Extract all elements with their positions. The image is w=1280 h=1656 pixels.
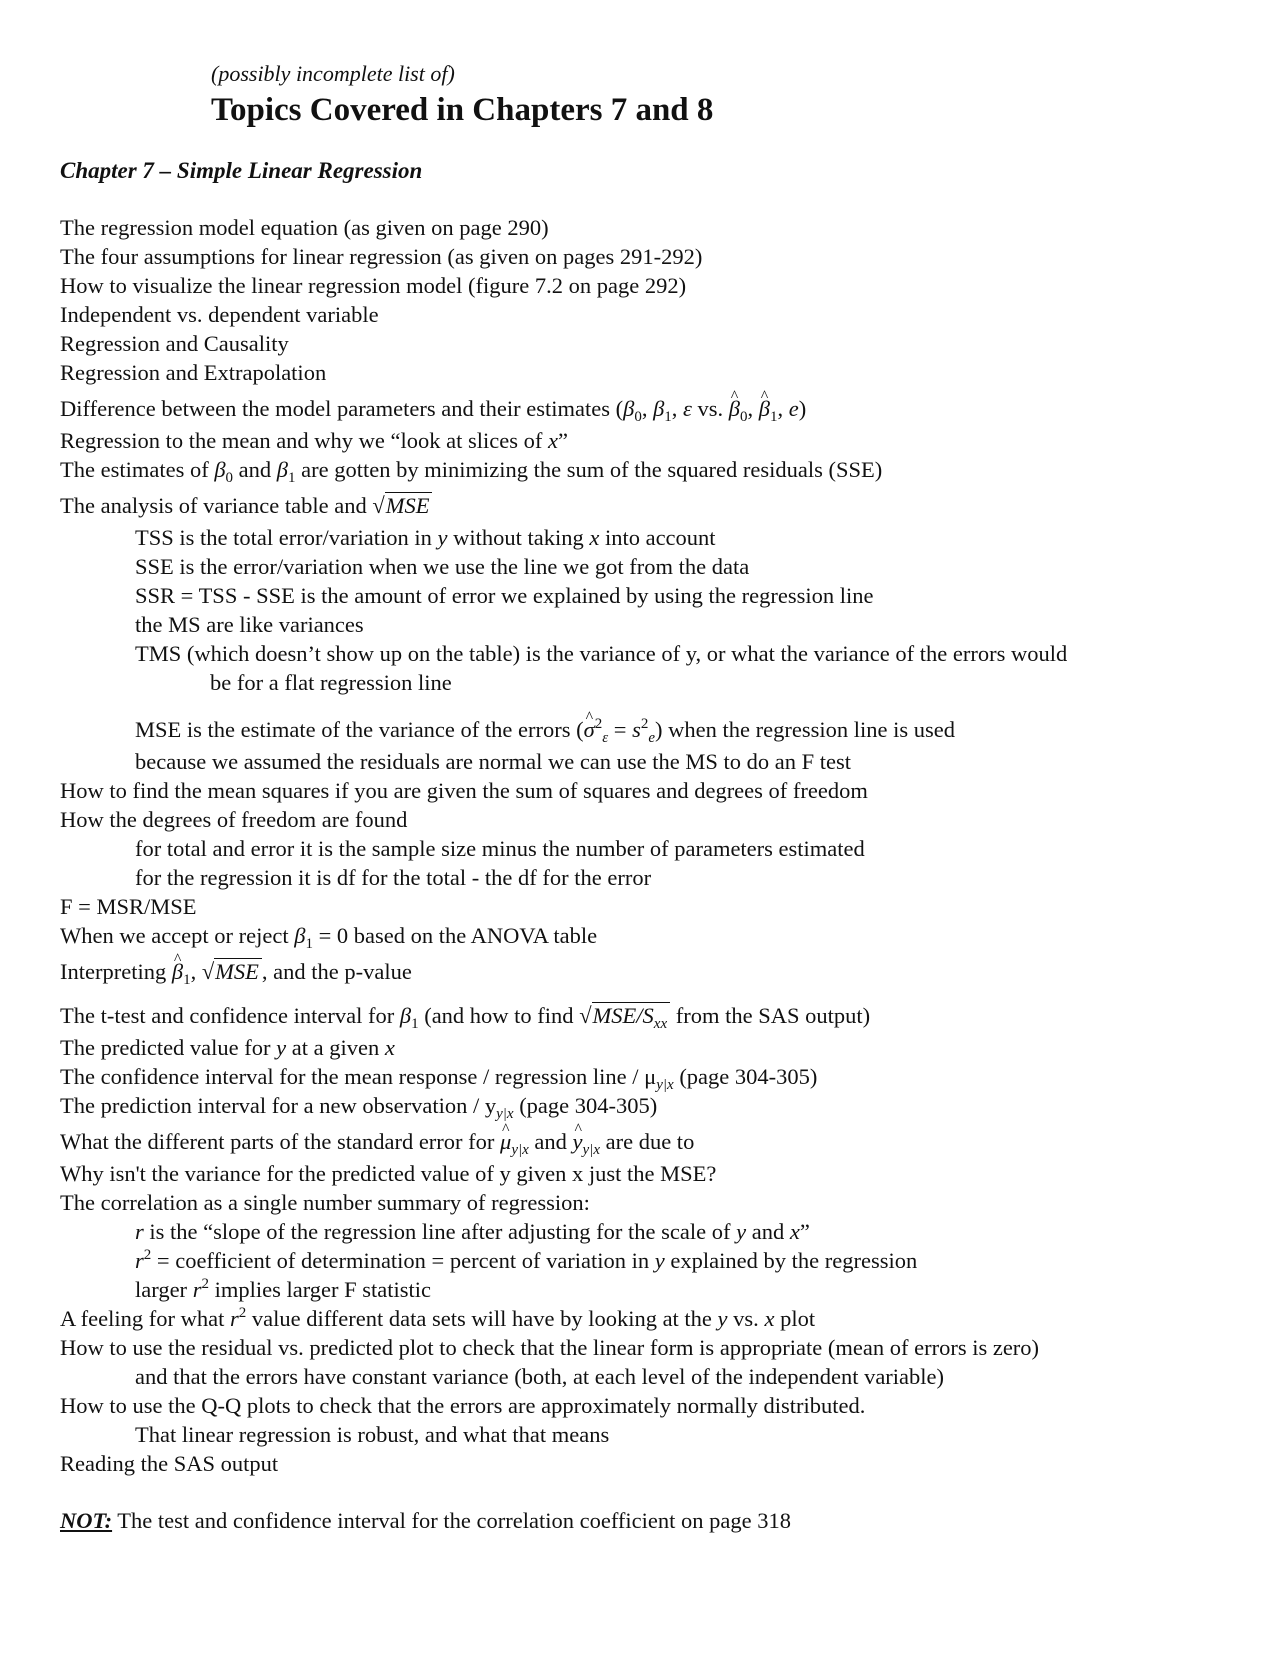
topic-line: What the different parts of the standard error for ^ $\mu_{y|x}$ and ^ $y_{y|x}$ are due to <box>60 1125 1240 1159</box>
topic-line: because we assumed the residuals are normal we can use the MS to do an F test <box>135 749 852 774</box>
sqrt-mse: √MSE <box>372 492 432 518</box>
topic-line: Why isn't the variance for the predicted value of y given x just the MSE? <box>60 1161 717 1186</box>
topic-line: How to use the residual vs. predicted plot to check that the linear form is appropriate (mean of errors is zero) <box>60 1335 1040 1360</box>
topic-line: A feeling for what $r^2$ value different data sets will have by looking at the y vs. x plot <box>60 1305 816 1331</box>
topic-line: be for a flat regression line <box>210 670 452 695</box>
topic-line: Difference between the model parameters and their estimates ($\beta_0$, $\beta_1$, ε vs. ^ $\beta_0$, ^ $\beta_1$, e) <box>60 392 1240 426</box>
topic-line: How the degrees of freedom are found <box>60 807 408 832</box>
sqrt-mse-over-sxx: $√MSE/S_{xx}$ <box>579 1002 670 1028</box>
topic-line: $r^2$ = coefficient of determination = percent of variation in y explained by the regression <box>135 1247 918 1273</box>
topic-line: TMS (which doesn’t show up on the table) is the variance of y, or what the variance of the errors would <box>135 641 1068 666</box>
topic-line: TSS is the total error/variation in y without taking x into account <box>135 525 716 550</box>
document-subtitle: (possibly incomplete list of) <box>211 61 455 86</box>
topic-line: When we accept or reject $\beta_1 = 0$ based on the ANOVA table <box>60 923 598 952</box>
topic-line: Reading the SAS output <box>60 1451 279 1476</box>
topic-line: SSE is the error/variation when we use the line we got from the data <box>135 554 750 579</box>
topic-line: The analysis of variance table and √MSE <box>60 489 1240 523</box>
topic-line: How to find the mean squares if you are given the sum of squares and degrees of freedom <box>60 778 868 803</box>
topic-line: How to visualize the linear regression model (figure 7.2 on page 292) <box>60 273 687 298</box>
topic-line: MSE is the estimate of the variance of the errors (^ $\sigma^2_\varepsilon = s^2_e$) when the regression line is used <box>60 713 1240 747</box>
topics-list <box>60 213 1240 1535</box>
topic-line: the MS are like variances <box>135 612 364 637</box>
topic-line: The prediction interval for a new observation / $y_{y|x}$ (page 304-305) <box>60 1093 658 1122</box>
topic-line: The predicted value for y at a given x <box>60 1035 395 1060</box>
topic-line: and that the errors have constant variance (both, at each level of the independent variable) <box>135 1364 945 1389</box>
topic-line: SSR = TSS - SSE is the amount of error we explained by using the regression line <box>135 583 874 608</box>
document-title: Topics Covered in Chapters 7 and 8 <box>211 92 714 128</box>
not-line: NOT: The test and confidence interval for the correlation coefficient on page 318 <box>60 1508 791 1533</box>
topic-line: The four assumptions for linear regression (as given on pages 291-292) <box>60 244 703 269</box>
not-label: NOT: <box>60 1508 113 1533</box>
topic-line: for the regression it is df for the total - the df for the error <box>135 865 652 890</box>
topic-line: larger $r^2$ implies larger F statistic <box>135 1276 432 1302</box>
topic-line: Regression and Causality <box>60 331 289 356</box>
topic-line: The correlation as a single number summary of regression: <box>60 1190 590 1215</box>
topic-line: for total and error it is the sample size minus the number of parameters estimated <box>135 836 865 861</box>
chapter-heading: Chapter 7 – Simple Linear Regression <box>60 158 423 183</box>
topic-line: How to use the Q-Q plots to check that the errors are approximately normally distributed. <box>60 1393 866 1418</box>
topic-line: Regression and Extrapolation <box>60 360 327 385</box>
topic-line: F = MSR/MSE <box>60 894 197 919</box>
topic-line: The confidence interval for the mean response / regression line / $\mu_{y|x}$ (page 304-305) <box>60 1064 818 1093</box>
topic-line: Regression to the mean and why we “look at slices of x” <box>60 428 569 453</box>
topic-line: The estimates of $\beta_0$ and $\beta_1$ are gotten by minimizing the sum of the squared residuals (SSE) <box>60 457 883 486</box>
topic-line: r is the “slope of the regression line after adjusting for the scale of y and x” <box>135 1219 810 1244</box>
topic-line: Interpreting ^ $\beta_1$, √MSE , and the p-value <box>60 955 1240 989</box>
sqrt-mse: √MSE <box>202 958 262 984</box>
topic-line: The t-test and confidence interval for $\beta_1$ (and how to find $√MSE/S_{xx}$ from the SAS output) <box>60 1003 871 1032</box>
topic-line: The regression model equation (as given on page 290) <box>60 215 549 240</box>
topic-line: Independent vs. dependent variable <box>60 302 379 327</box>
topic-line: That linear regression is robust, and what that means <box>135 1422 610 1447</box>
